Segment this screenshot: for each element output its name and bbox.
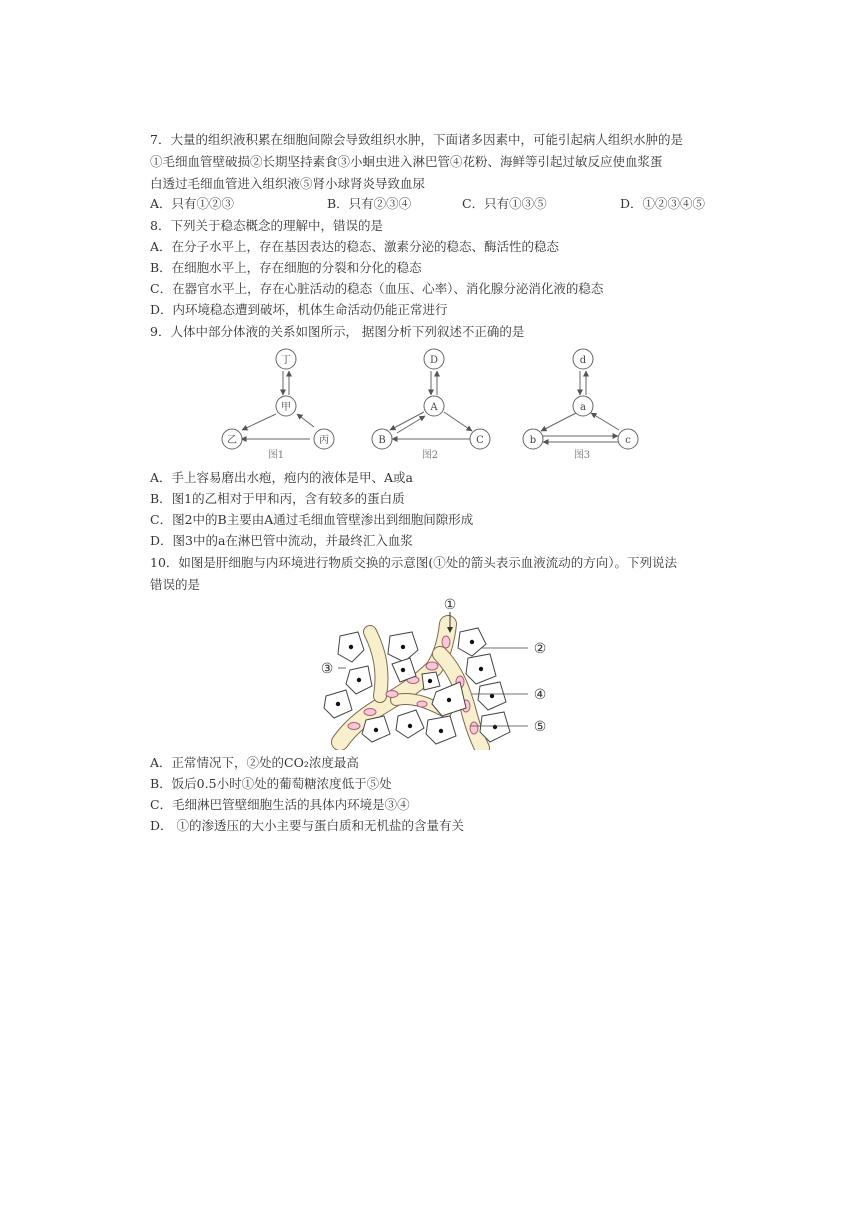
q7-stem-line1: 7．大量的组织液积累在细胞间隙会导致组织水肿，下面诸多因素中，可能引起病人组织水肿的是 xyxy=(150,132,683,147)
fig1-label-center: 甲 xyxy=(281,402,291,413)
q9-option-d: D．图3中的a在淋巴管中流动，并最终汇入血浆 xyxy=(150,533,413,548)
q10-option-a: A．正常情况下，②处的CO₂浓度最高 xyxy=(150,755,359,770)
fig1-caption: 图1 xyxy=(267,450,285,461)
fig3-label-center: a xyxy=(580,402,586,413)
label-1: ① xyxy=(443,597,457,613)
q8-option-b: B．在细胞水平上，存在细胞的分裂和分化的稳态 xyxy=(150,260,422,275)
fig2-label-right: C xyxy=(476,435,484,446)
q10-stem-line2: 错误的是 xyxy=(150,577,201,592)
label-3: ③ xyxy=(320,661,334,677)
q8-stem: 8．下列关于稳态概念的理解中，错误的是 xyxy=(150,218,383,233)
q8-option-c: C．在器官水平上，存在心脏活动的稳态（血压、心率）、消化腺分泌消化液的稳态 xyxy=(150,281,604,296)
q7-option-b: B．只有②③④ xyxy=(327,196,412,211)
label-5: ⑤ xyxy=(533,719,547,735)
fig3-caption: 图3 xyxy=(573,450,591,461)
fig3-label-right: c xyxy=(625,435,631,446)
q9-option-b: B．图1的乙相对于甲和丙，含有较多的蛋白质 xyxy=(150,491,405,506)
q8-option-a: A．在分子水平上，存在基因表达的稳态、激素分泌的稳态、酶活性的稳态 xyxy=(150,239,560,254)
label-2: ② xyxy=(533,641,547,657)
q10-option-b: B．饭后0.5小时①处的葡萄糖浓度低于⑤处 xyxy=(150,776,392,791)
q7-stem-line2: ①毛细血管壁破损②长期坚持素食③小蛔虫进入淋巴管④花粉、海鲜等引起过敏反应使血浆蛋 xyxy=(150,154,663,169)
q7-stem-line3: 白透过毛细血管进入组织液⑤肾小球肾炎导致血尿 xyxy=(150,176,426,191)
fig1-label-top: 丁 xyxy=(281,355,291,366)
q9-figures xyxy=(200,342,660,464)
q10-option-c: C．毛细淋巴管壁细胞生活的具体内环境是③④ xyxy=(150,797,410,812)
q9-option-c: C．图2中的B主要由A通过毛细血管壁渗出到细胞间隙形成 xyxy=(150,512,474,527)
q9-option-a: A．手上容易磨出水疱，疱内的液体是甲、A或a xyxy=(150,470,414,485)
fig3-label-left: b xyxy=(529,435,537,446)
q9-stem: 9．人体中部分体液的关系如图所示， 据图分析下列叙述不正确的是 xyxy=(150,324,525,339)
fig3-label-top: d xyxy=(579,355,587,366)
liver-exchange-diagram xyxy=(300,592,560,750)
fig2-label-top: D xyxy=(429,355,439,366)
q7-option-a: A．只有①②③ xyxy=(150,196,235,211)
q10-stem-line1: 10．如图是肝细胞与内环境进行物质交换的示意图(①处的箭头表示血液流动的方向）。下列说法 xyxy=(150,555,678,570)
label-4: ④ xyxy=(533,687,547,703)
q7-option-c: C．只有①③⑤ xyxy=(462,196,547,211)
figure-1 xyxy=(222,349,334,449)
fig2-label-left: B xyxy=(378,435,386,446)
fig1-label-left: 乙 xyxy=(227,435,237,446)
q10-option-d: D． ①的渗透压的大小主要与蛋白质和无机盐的含量有关 xyxy=(150,818,464,833)
q7-option-d: D．①②③④⑤ xyxy=(620,196,706,211)
fig2-label-center: A xyxy=(430,402,438,413)
fig2-caption: 图2 xyxy=(421,450,439,461)
q8-option-d: D．内环境稳态遭到破坏，机体生命活动仍能正常进行 xyxy=(150,302,448,317)
fig1-label-right: 丙 xyxy=(319,435,329,446)
